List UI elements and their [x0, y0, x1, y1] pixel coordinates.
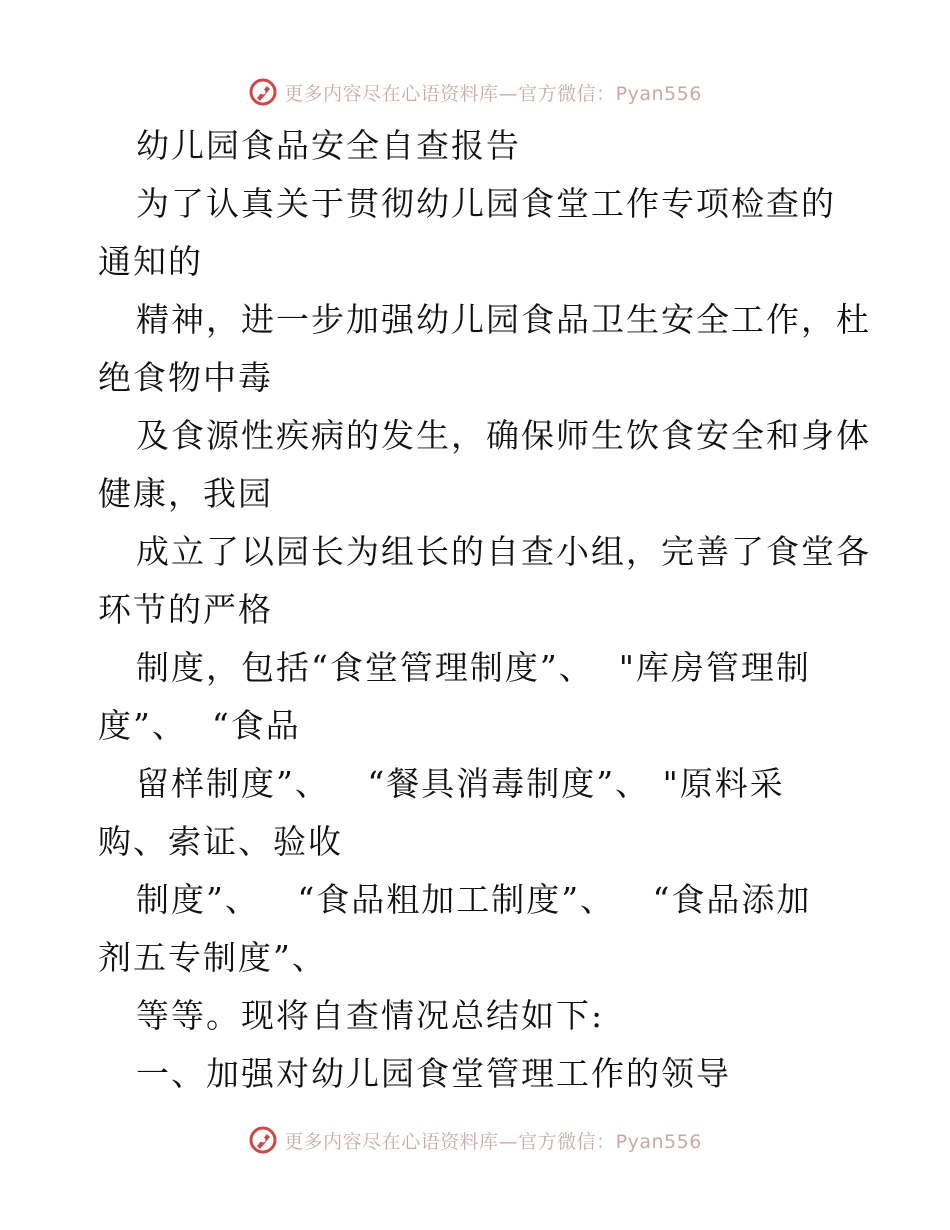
paragraph-line: 成立了以园长为组长的自查小组，完善了食堂各	[136, 532, 871, 571]
footer-watermark-text: 更多内容尽在心语资料库—官方微信：Pyan556	[284, 1130, 702, 1153]
paragraph-line: 等等。现将自查情况总结如下:	[136, 996, 605, 1035]
paragraph-line: 及食源性疾病的发生，确保师生饮食安全和身体	[136, 416, 871, 455]
paragraph-line: 留样制度”、 “餐具消毒制度”、 "原料采	[136, 764, 785, 803]
paragraph-line: 制度，包括“食堂管理制度”、 "库房管理制	[136, 648, 811, 687]
paragraph-line: 度”、 “食品	[98, 706, 301, 745]
header-watermark-banner	[0, 72, 950, 112]
paragraph-line: 制度”、 “食品粗加工制度”、 “食品添加	[136, 880, 812, 919]
paragraph-line: 环节的严格	[98, 590, 273, 629]
paragraph-line: 购、索证、验收	[98, 822, 343, 861]
paragraph-line: 健康，我园	[98, 474, 273, 513]
paragraph-line: 为了认真关于贯彻幼儿园食堂工作专项检查的	[136, 184, 836, 223]
pen-logo-icon	[248, 1125, 278, 1155]
header-watermark-text: 更多内容尽在心语资料库—官方微信：Pyan556	[284, 82, 702, 105]
paragraph-line: 剂五专制度”、	[98, 938, 327, 977]
paragraph-line: 绝食物中毒	[98, 358, 273, 397]
footer-watermark-banner	[0, 1120, 950, 1160]
pen-logo-icon	[248, 77, 278, 107]
document-title: 幼儿园食品安全自查报告	[136, 126, 521, 165]
section-heading: 一、加强对幼儿园食堂管理工作的领导	[136, 1054, 731, 1093]
paragraph-line: 精神，进一步加强幼儿园食品卫生安全工作，杜	[136, 300, 871, 339]
paragraph-line: 通知的	[98, 242, 203, 281]
